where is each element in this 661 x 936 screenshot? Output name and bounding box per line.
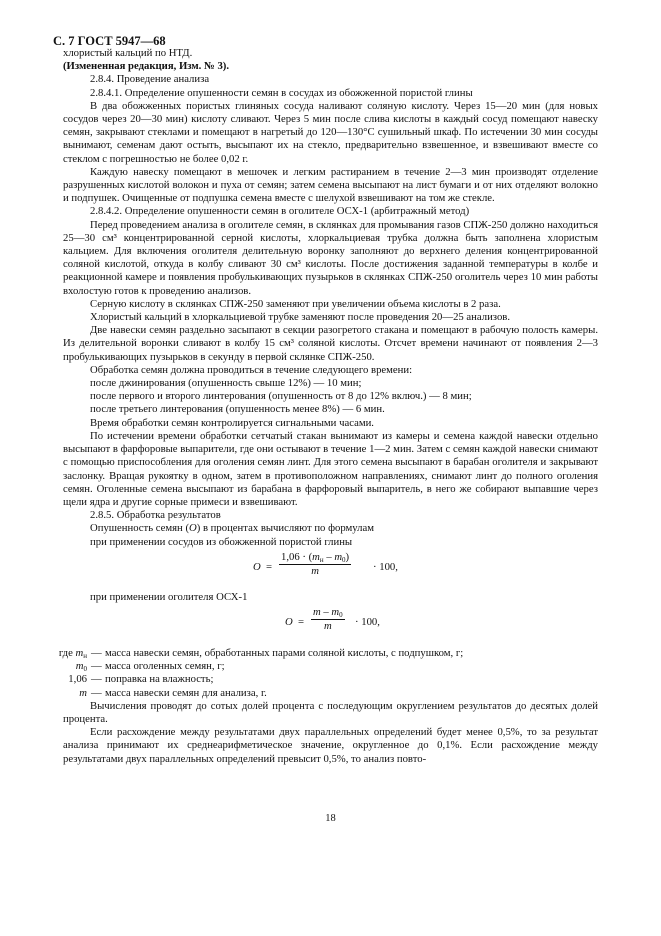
formula-denominator: m (311, 564, 319, 577)
section-heading-2-8-4-1: 2.8.4.1. Определение опушенности семян в сосудах из обожженной пористой глины (90, 86, 473, 99)
page-header: С. 7 ГОСТ 5947—68 (53, 34, 166, 48)
paragraph: Время обработки семян контролируется сигнальными часами. (90, 416, 374, 429)
formula-lhs: О (253, 560, 261, 573)
formula-multiplier: · 100, (355, 615, 380, 628)
list-item: после третьего линтерования (опушенность менее 8%) — 6 мин. (90, 403, 385, 416)
list-item: после джинирования (опушенность свыше 12%) — 10 мин; (90, 377, 362, 390)
definitions-list (33, 647, 598, 700)
formula-stripper (63, 606, 598, 644)
formula-numerator: m – $m_0$ (313, 605, 343, 619)
results-intro-before: Опушенность семян ( (90, 522, 190, 535)
formula-multiplier: · 100, (373, 560, 398, 573)
paragraph: Если расхождение между результатами двух параллельных определений будет менее 0,5%, то за результат анализа принимают их среднеарифметическое значение, округленное до 0,1%. Если расхождение между результатами двух параллельных определений превысит 0,5%, то анализ повто- (63, 726, 598, 765)
formula-label-vessels: при применении сосудов из обожженной пористой глины (90, 535, 353, 548)
paragraph: Серную кислоту в склянках СПЖ-250 заменяют при увеличении объема кислоты в 2 раза. (90, 297, 501, 310)
definition-row: m — масса навески семян для анализа, г. (79, 686, 267, 699)
paragraph: Хлористый кальций в хлоркальциевой трубке заменяют после проведения 20—25 анализов. (90, 311, 511, 324)
paragraph: В два обожженных пористых глиняных сосуда наливают соляную кислоту. Через 15—20 мин (для новых сосудов через 20—30 мин) кислоту сливают. Через 5 мин после слива кислоты в каждый сосуд помещают навеску семян, закрывают стеклами и помещают в нагретый до 120—130°С сушильный шкаф. По истечении 30 мин сосуды вынимают, семенам дают остыть, высыпают их на стекло, предварительно взвешенное, и взвешивают вместе со стеклом с погрешностью не более 0,02 г. (63, 99, 598, 165)
list-item: после первого и второго линтерования (опушенность от 8 до 12% включ.) — 8 мин; (90, 390, 472, 403)
section-heading-2-8-4: 2.8.4. Проведение анализа (90, 73, 210, 86)
definition-row: $m_0$ — масса оголенных семян, г; (75, 660, 225, 674)
paragraph: По истечении времени обработки сетчатый стакан вынимают из камеры и семена каждой навески отдельно высыпают в фарфоровые выпарители, где они остывают в течение 1—2 мин. Затем с семян каждой навески снимают с помощью приспособления для оголения семян линт. Для этого семена высыпают в барабан оголителя и закрывают заслонку. Вращая рукоятку в одном, затем в противоположном направлениях, снимают линт до полного оголения семян. Оголенные семена высыпают из барабана в фарфоровый выпаритель, в него же собирают выпавшие через щели ядра и другие сорные примеси и взвешивают. (63, 429, 598, 508)
results-intro-after: ) в процентах вычисляют по формулам (196, 522, 374, 535)
amendment-note: (Измененная редакция, Изм. № 3). (63, 60, 230, 73)
section-heading-2-8-5: 2.8.5. Обработка результатов (90, 509, 221, 522)
section-heading-2-8-4-2: 2.8.4.2. Определение опушенности семян в оголителе ОСХ-1 (арбитражный метод) (90, 205, 470, 218)
formula-vessels (63, 551, 598, 589)
formula-equals: = (298, 615, 305, 628)
formula-label-stripper: при применении оголителя ОСХ-1 (90, 590, 248, 603)
paragraph: Перед проведением анализа в оголителе семян, в склянках для промывания газов СПЖ-250 должно находиться 25—30 см³ концентрированной серной кислоты, хлоркальциевая трубка должна быть заполнена хлористым кальцием. Для включения оголителя делительную воронку заполняют до верхнего деления концентрированной соляной кислотой, откуда в колбу сливают 30 см³ кислоты. После достижения заданной температуры в колбе и реакционной камере и появления пробулькивающих пузырьков в склянках СПЖ-250 оголитель через 10 мин работы вхолостую готов к проведению анализов. (63, 218, 598, 297)
paragraph: хлористый кальций по НТД. (63, 47, 193, 59)
document-body (58, 47, 598, 766)
definition-row: 1,06 — поправка на влажность; (68, 673, 214, 686)
paragraph: Две навески семян раздельно засыпают в секции разогретого стакана и помещают в рабочую полость камеры. Из делительной воронки сливают в колбу 15 см³ соляной кислоты. Отсчет времени начинают от появления 2—3 пробулькивающих пузырьков в секунду в первой склянке СПЖ-250. (63, 324, 598, 363)
paragraph: Вычисления проводят до сотых долей процента с последующим округлением результатов до десятых долей процента. (63, 699, 598, 725)
formula-equals: = (266, 560, 273, 573)
formula-fraction (311, 606, 345, 633)
formula-fraction (279, 551, 351, 578)
definition-row: где $m_н$ — масса навески семян, обработанных парами соляной кислоты, с подпушком, г; (58, 646, 464, 660)
results-intro (63, 522, 598, 535)
formula-numerator: $1,06 \cdot (m_н - m_0)$ (281, 550, 350, 564)
results-intro-symbol: О (189, 522, 197, 535)
formula-denominator: m (323, 620, 332, 633)
page-number: 18 (325, 813, 336, 824)
paragraph: Обработка семян должна проводиться в течение следующего времени: (90, 363, 413, 376)
formula-lhs: О (285, 615, 293, 628)
paragraph: Каждую навеску помещают в мешочек и легким растиранием в течение 2—3 мин производят отделение разрушенных кислотой волокон и пуха от семян; затем семена высыпают на лист бумаги и от них отделяют волокно и подпушек. Очищенные от подпушка семена вместе с шелухой взвешивают на том же стекле. (63, 165, 598, 205)
